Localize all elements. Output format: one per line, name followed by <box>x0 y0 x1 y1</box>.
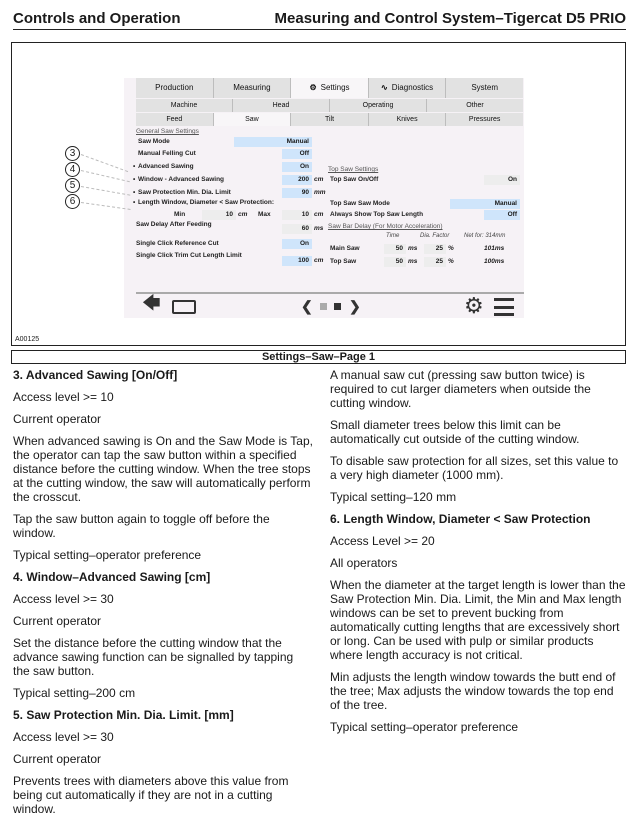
tab-tilt[interactable]: Tilt <box>291 113 368 126</box>
single-click-trim-value[interactable]: 100 <box>282 256 312 266</box>
tab-settings-label: Settings <box>320 83 350 92</box>
header-left: Controls and Operation <box>13 10 181 27</box>
typical-setting: Typical setting–200 cm <box>13 686 136 700</box>
section-4-title: 4. Window–Advanced Sawing [cm] <box>13 570 211 584</box>
manual-felling-cut-value[interactable]: Off <box>282 149 312 159</box>
paragraph: Min adjusts the length window towards the butt end of the tree; Max adjusts the window towards the top end of the tree. <box>330 670 616 712</box>
figure-caption: Settings–Saw–Page 1 <box>11 350 626 364</box>
saw-settings-body <box>136 127 524 287</box>
main-saw-net: 101ms <box>484 245 505 252</box>
length-window-min[interactable]: 10 <box>202 210 236 220</box>
callout-4: 4 <box>65 162 80 177</box>
sub-tabs <box>136 99 523 112</box>
tab-head[interactable]: Head <box>233 99 329 112</box>
section-5-title: 5. Saw Protection Min. Dia. Limit. [mm] <box>13 708 234 722</box>
typical-setting: Typical setting–operator preference <box>13 548 202 562</box>
access-level: Access level >= 30 <box>13 730 114 744</box>
header-right: Measuring and Control System–Tigercat D5 PRIO <box>274 10 626 27</box>
advanced-sawing-value[interactable]: On <box>282 162 312 172</box>
menu-icon[interactable] <box>494 298 514 316</box>
gear-icon: ⚙ <box>309 83 317 92</box>
unit-label: cm <box>314 257 324 264</box>
figure-id: A00125 <box>15 336 40 343</box>
single-click-trim-label: Single Click Trim Cut Length Limit <box>136 252 242 259</box>
tab-pressures[interactable]: Pressures <box>446 113 523 126</box>
paragraph: Prevents trees with diameters above this value from being cut automatically if they are not in a cutting window. <box>13 774 289 816</box>
saw-mode-label: Saw Mode <box>138 138 170 145</box>
section-3-title: 3. Advanced Sawing [On/Off] <box>13 368 178 382</box>
unit-label: mm <box>314 189 326 196</box>
left-column <box>13 368 313 824</box>
operator-scope: Current operator <box>13 412 102 426</box>
leader-line <box>81 186 130 196</box>
gear-icon[interactable]: ⚙ <box>464 293 484 318</box>
page-header <box>13 8 626 30</box>
max-label: Max <box>258 211 271 218</box>
saw-mode-value[interactable]: Manual <box>234 137 312 147</box>
window-advanced-sawing-label: • Window - Advanced Sawing <box>138 176 224 183</box>
advanced-sawing-label: • Advanced Sawing <box>138 163 194 170</box>
pulse-icon: ∿ <box>381 83 388 92</box>
operator-scope: Current operator <box>13 614 102 628</box>
section-6-title: 6. Length Window, Diameter < Saw Protection <box>330 512 591 526</box>
access-level: Access level >= 10 <box>13 390 114 404</box>
paragraph: Tap the saw button again to toggle off before the window. <box>13 512 270 540</box>
keyboard-icon[interactable] <box>172 300 196 314</box>
col-factor: Dia. Factor <box>420 233 450 239</box>
prev-page-button[interactable]: ❮ <box>301 297 313 314</box>
page-indicator-1 <box>320 303 327 310</box>
leader-line <box>81 154 128 172</box>
callout-5: 5 <box>65 178 80 193</box>
min-label: Min <box>174 211 186 218</box>
tab-system[interactable]: System <box>446 78 523 98</box>
tab-knives[interactable]: Knives <box>369 113 446 126</box>
operator-scope: Current operator <box>13 752 102 766</box>
access-level: Access Level >= 20 <box>330 534 435 548</box>
main-saw-time[interactable]: 50 <box>384 244 406 254</box>
paragraph: To disable saw protection for all sizes, set this value to a very high diameter (1000 mm). <box>330 454 619 482</box>
tab-saw[interactable]: Saw <box>214 113 291 126</box>
saw-subtabs <box>136 113 523 126</box>
col-time: Time <box>386 233 400 239</box>
tab-feed[interactable]: Feed <box>136 113 213 126</box>
single-click-ref-label: Single Click Reference Cut <box>136 240 219 247</box>
unit-label: cm <box>314 176 324 183</box>
tab-diagnostics[interactable] <box>369 78 446 98</box>
back-arrow-icon[interactable]: 🡄 <box>142 293 161 313</box>
saw-protection-value[interactable]: 90 <box>282 188 312 198</box>
figure-frame <box>11 42 626 346</box>
length-window-max[interactable]: 10 <box>282 210 312 220</box>
saw-delay-label: Saw Delay After Feeding <box>136 221 212 228</box>
tab-production[interactable]: Production <box>136 78 213 98</box>
access-level: Access level >= 30 <box>13 592 114 606</box>
unit-label: ms <box>408 245 418 252</box>
paragraph: When advanced sawing is On and the Saw Mode is Tap, the operator can tap the saw button within a specified distance before the cutting window. When the tree stops at the cutting window, the saw will automatically perform the crosscut. <box>13 434 313 504</box>
top-saw-mode-value[interactable]: Manual <box>450 199 520 209</box>
general-saw-settings-title: General Saw Settings <box>136 128 199 135</box>
length-window-label: • Length Window, Diameter < Saw Protection: <box>138 199 274 206</box>
callout-3: 3 <box>65 146 80 161</box>
unit-label: cm <box>238 211 248 218</box>
page-indicator-2 <box>334 303 341 310</box>
always-show-label: Always Show Top Saw Length <box>330 211 424 218</box>
top-saw-on-off-value[interactable]: On <box>484 175 520 185</box>
paragraph: When the diameter at the target length is lower than the Saw Protection Min. Dia. Limit, the Min and Max length windows can be set to prevent bucking from automatically cutting lengths that are excessively short or long. Can be used with pulp or similar products where length accuracy is not critical. <box>330 578 626 662</box>
main-saw-label: Main Saw <box>330 245 360 252</box>
unit-label: cm <box>314 211 324 218</box>
paragraph: A manual saw cut (pressing saw button twice) is required to cut larger diameters when outside the cutting window. <box>330 368 591 410</box>
manual-felling-cut-label: Manual Felling Cut <box>138 150 196 157</box>
saw-bar-delay-title: Saw Bar Delay (For Motor Acceleration) <box>328 223 443 230</box>
tab-diagnostics-label: Diagnostics <box>391 83 434 92</box>
saw-delay-value[interactable]: 60 <box>282 224 312 234</box>
single-click-ref-value[interactable]: On <box>282 239 312 249</box>
settings-screen <box>124 78 524 318</box>
operator-scope: All operators <box>330 556 398 570</box>
top-saw-net: 100ms <box>484 258 505 265</box>
col-net: Net for: 314mm <box>464 233 506 239</box>
main-tabs <box>136 78 523 98</box>
unit-label: % <box>448 258 454 265</box>
unit-label: ms <box>408 258 418 265</box>
paragraph: Set the distance before the cutting window that the advance sawing function can be signalled by tapping the saw button. <box>13 636 294 678</box>
next-page-button[interactable]: ❯ <box>349 297 361 314</box>
saw-protection-label: • Saw Protection Min. Dia. Limit <box>138 189 231 196</box>
unit-label: ms <box>314 225 324 232</box>
top-saw-settings-title: Top Saw Settings <box>328 166 379 173</box>
tab-measuring[interactable]: Measuring <box>214 78 291 98</box>
bottom-nav <box>136 292 524 318</box>
leader-line <box>81 170 130 182</box>
right-column <box>330 368 626 742</box>
paragraph: Small diameter trees below this limit can be automatically cut outside of the cutting window. <box>330 418 580 446</box>
callout-6: 6 <box>65 194 80 209</box>
always-show-value[interactable]: Off <box>484 210 520 220</box>
tab-machine[interactable]: Machine <box>136 99 232 112</box>
tab-settings[interactable] <box>291 78 368 98</box>
unit-label: % <box>448 245 454 252</box>
top-saw-mode-label: Top Saw Saw Mode <box>330 200 390 207</box>
top-saw-time[interactable]: 50 <box>384 257 406 267</box>
main-saw-factor[interactable]: 25 <box>424 244 446 254</box>
top-saw-label: Top Saw <box>330 258 357 265</box>
tab-other[interactable]: Other <box>427 99 523 112</box>
typical-setting: Typical setting–operator preference <box>330 720 519 734</box>
tab-operating[interactable]: Operating <box>330 99 426 112</box>
window-advanced-sawing-value[interactable]: 200 <box>282 175 312 185</box>
top-saw-factor[interactable]: 25 <box>424 257 446 267</box>
top-saw-on-off-label: Top Saw On/Off <box>330 176 379 183</box>
typical-setting: Typical setting–120 mm <box>330 490 457 504</box>
